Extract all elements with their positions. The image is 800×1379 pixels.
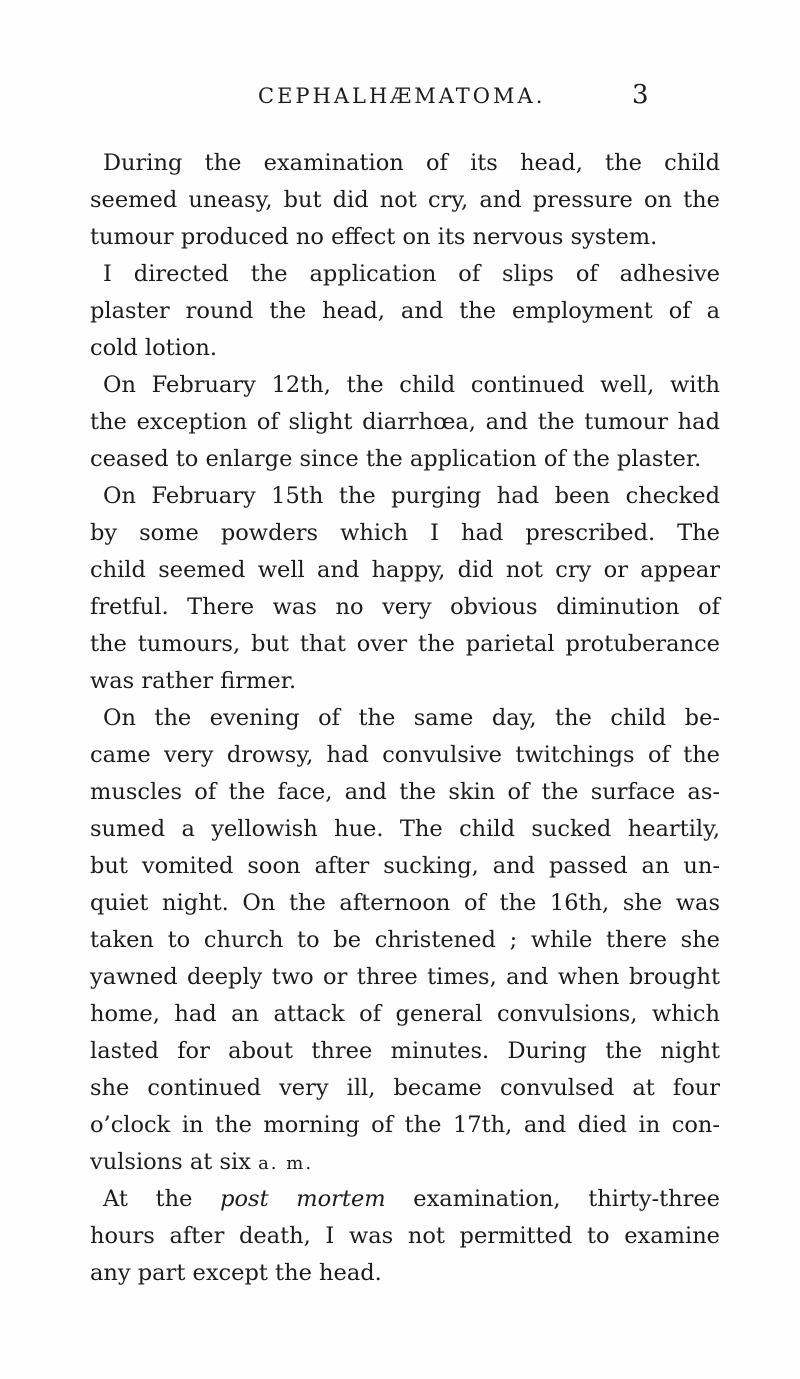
text-line: On February 15th the purging had been checked <box>103 483 720 509</box>
text-line: the tumours, but that over the parietal protuberance <box>90 631 720 657</box>
text-line: home, had an attack of general convulsions, which <box>90 1001 720 1027</box>
text-line: child seemed well and happy, did not cry or appear <box>90 557 720 583</box>
text-line: fretful. There was no very obvious diminution of <box>90 594 720 620</box>
text-line <box>90 1144 720 1181</box>
text-line: During the examination of its head, the child <box>103 150 720 176</box>
text-line: On the evening of the same day, the child be- <box>103 705 720 731</box>
text-line: taken to church to be christened ; while there she <box>90 927 720 953</box>
text-line: o’clock in the morning of the 17th, and died in con- <box>90 1112 720 1138</box>
text-line: plaster round the head, and the employment of a <box>90 298 720 324</box>
body-text <box>90 145 720 1292</box>
page-number: 3 <box>632 80 649 110</box>
italic-phrase: post mortem <box>220 1186 386 1212</box>
text-line: came very drowsy, had convulsive twitchings of the <box>90 742 720 768</box>
text-line: On February 12th, the child continued well, with <box>103 372 720 398</box>
text-line: by some powders which I had prescribed. The <box>90 520 720 546</box>
text-line: any part except the head. <box>90 1260 382 1286</box>
text-line: hours after death, I was not permitted to examine <box>90 1223 720 1249</box>
text-line: lasted for about three minutes. During the night <box>90 1038 720 1064</box>
text-line: tumour produced no effect on its nervous system. <box>90 224 658 250</box>
line-text: At the <box>103 1186 193 1212</box>
text-line: the exception of slight diarrhœa, and the tumour had <box>90 409 720 435</box>
text-line: quiet night. On the afternoon of the 16th, she was <box>90 890 720 916</box>
text-line: sumed a yellowish hue. The child sucked heartily, <box>90 816 720 842</box>
text-line: she continued very ill, became convulsed at four <box>90 1075 720 1101</box>
text-line: was rather firmer. <box>90 668 297 694</box>
text-line: muscles of the face, and the skin of the surface as- <box>90 779 720 805</box>
time-abbreviation: a. m. <box>258 1153 314 1174</box>
text-line <box>90 1181 720 1218</box>
text-line: yawned deeply two or three times, and when brought <box>90 964 720 990</box>
line-text: examination, thirty-three <box>413 1186 720 1212</box>
text-line: seemed uneasy, but did not cry, and pressure on the <box>90 187 720 213</box>
text-line: cold lotion. <box>90 335 218 361</box>
line-text: vulsions at six <box>90 1149 251 1175</box>
running-title: CEPHALHÆMATOMA. <box>258 84 546 108</box>
text-line: I directed the application of slips of adhesive <box>103 261 720 287</box>
text-line: ceased to enlarge since the application of the plaster. <box>90 446 702 472</box>
text-line: but vomited soon after sucking, and passed an un- <box>90 853 720 879</box>
